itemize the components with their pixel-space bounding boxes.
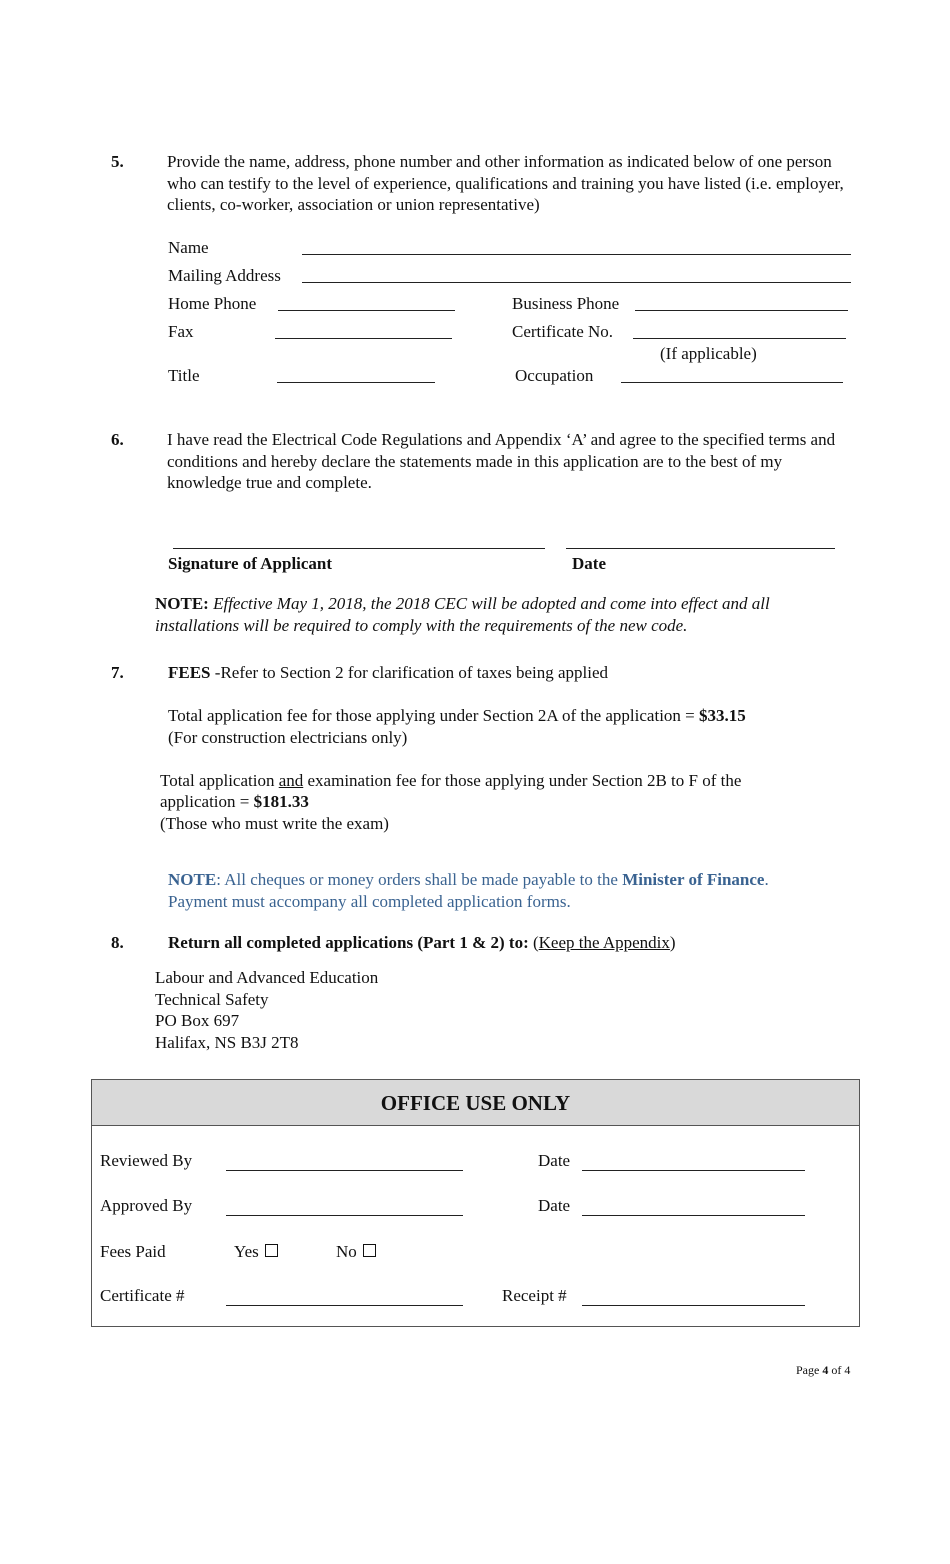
approved-date-field[interactable] [582, 1215, 805, 1216]
page-current: 4 [822, 1363, 829, 1377]
fee2-line1 [160, 770, 741, 792]
fee1-sub: (For construction electricians only) [168, 728, 408, 747]
return-heading [168, 932, 676, 954]
page-total: 4 [844, 1363, 851, 1377]
page-number [796, 1362, 850, 1378]
mailing-address-label: Mailing Address [168, 266, 281, 285]
section-5-text: Provide the name, address, phone number and other information as indicated below of one person who can testify to the level of experience, qualifications and training you have listed (i.e. employer, clients, co-worker, association or union representative) [167, 152, 844, 214]
fees-paid-label: Fees Paid [100, 1242, 166, 1261]
fee2-text-a: Total application [160, 771, 279, 790]
section-5-number: 5. [111, 152, 124, 171]
payment-note-label: NOTE [168, 870, 217, 889]
address-line: Labour and Advanced Education [155, 968, 379, 987]
fee1-amount: $33.15 [699, 706, 746, 725]
cec-note [155, 593, 855, 636]
certificate-no-label: Certificate No. [512, 322, 614, 341]
title-label: Title [168, 366, 200, 385]
receipt-field[interactable] [582, 1305, 805, 1306]
certificate-label: Certificate # [100, 1286, 185, 1305]
no-label: No [336, 1242, 357, 1261]
fees-paid-no [336, 1241, 376, 1263]
address-line: Halifax, NS B3J 2T8 [155, 1032, 299, 1052]
if-applicable-note: (If applicable) [660, 344, 757, 363]
address-line: PO Box 697 [155, 1011, 240, 1030]
fax-label: Fax [168, 322, 194, 341]
fee1-text: Total application fee for those applying under Section 2A of the application = [168, 706, 700, 725]
signature-label: Signature of Applicant [168, 554, 333, 573]
return-paren-close: ) [669, 933, 676, 952]
approved-by-label: Approved By [100, 1196, 193, 1215]
fee2-line2 [160, 791, 309, 813]
fee2-text-b: examination fee for those applying under Section 2B to F of the [303, 771, 742, 790]
page-mid: of [828, 1363, 845, 1377]
address-block [155, 967, 378, 1053]
fees-heading [168, 662, 608, 684]
fee2-sub: (Those who must write the exam) [160, 814, 389, 833]
occupation-label: Occupation [515, 366, 594, 385]
yes-label: Yes [234, 1242, 259, 1261]
signature-date-field[interactable] [566, 548, 835, 549]
business-phone-field[interactable] [635, 310, 848, 311]
no-checkbox[interactable] [363, 1244, 376, 1257]
cec-note-text: Effective May 1, 2018, the 2018 CEC will be adopted and come into effect and all installations will be required to comply with the requirements of the new code. [155, 594, 770, 635]
fee1-line [168, 705, 746, 727]
reviewed-by-label: Reviewed By [100, 1151, 193, 1170]
yes-checkbox[interactable] [265, 1244, 278, 1257]
payment-note-line1 [168, 869, 769, 891]
title-field[interactable] [277, 382, 435, 383]
office-use-heading: OFFICE USE ONLY [92, 1080, 859, 1126]
approved-by-field[interactable] [226, 1215, 463, 1216]
certificate-field[interactable] [226, 1305, 463, 1306]
receipt-label: Receipt # [502, 1286, 567, 1305]
payment-note-text-a: : All cheques or money orders shall be made payable to the [216, 870, 623, 889]
fees-paid-yes [234, 1241, 278, 1263]
name-label: Name [168, 238, 209, 257]
fee2-amount: $181.33 [253, 792, 309, 811]
reviewed-date-label: Date [538, 1151, 571, 1170]
fee2-and: and [278, 771, 304, 790]
return-paren-open: ( [528, 933, 539, 952]
signature-date-label: Date [572, 554, 606, 573]
reviewed-date-field[interactable] [582, 1170, 805, 1171]
home-phone-label: Home Phone [168, 294, 257, 313]
section-6-text: I have read the Electrical Code Regulations and Appendix ‘A’ and agree to the specified terms and conditions and hereby declare the statements made in this application are to the best of my knowledge true and complete. [167, 430, 836, 492]
page-prefix: Page [796, 1363, 823, 1377]
payment-note-text-b: . [764, 870, 769, 889]
office-use-box [91, 1079, 860, 1327]
keep-appendix: Keep the Appendix [538, 933, 670, 952]
fax-field[interactable] [275, 338, 452, 339]
approved-date-label: Date [538, 1196, 571, 1215]
section-8-number: 8. [111, 933, 124, 952]
fees-title-rest: -Refer to Section 2 for clarification of taxes being applied [210, 663, 608, 682]
business-phone-label: Business Phone [512, 294, 620, 313]
home-phone-field[interactable] [278, 310, 455, 311]
mailing-address-field[interactable] [302, 282, 851, 283]
payment-payee: Minister of Finance [622, 870, 765, 889]
occupation-field[interactable] [621, 382, 843, 383]
cec-note-label: NOTE: [155, 594, 209, 613]
section-7-number: 7. [111, 663, 124, 682]
signature-field[interactable] [173, 548, 545, 549]
reviewed-by-field[interactable] [226, 1170, 463, 1171]
payment-note-line2: Payment must accompany all completed application forms. [168, 892, 571, 911]
certificate-no-field[interactable] [633, 338, 846, 339]
fee2-text-c: application = [160, 792, 254, 811]
section-6-number: 6. [111, 430, 124, 449]
return-title: Return all completed applications (Part 1 & 2) to: [168, 933, 529, 952]
fees-title: FEES [168, 663, 211, 682]
name-field[interactable] [302, 254, 851, 255]
address-line: Technical Safety [155, 989, 269, 1009]
